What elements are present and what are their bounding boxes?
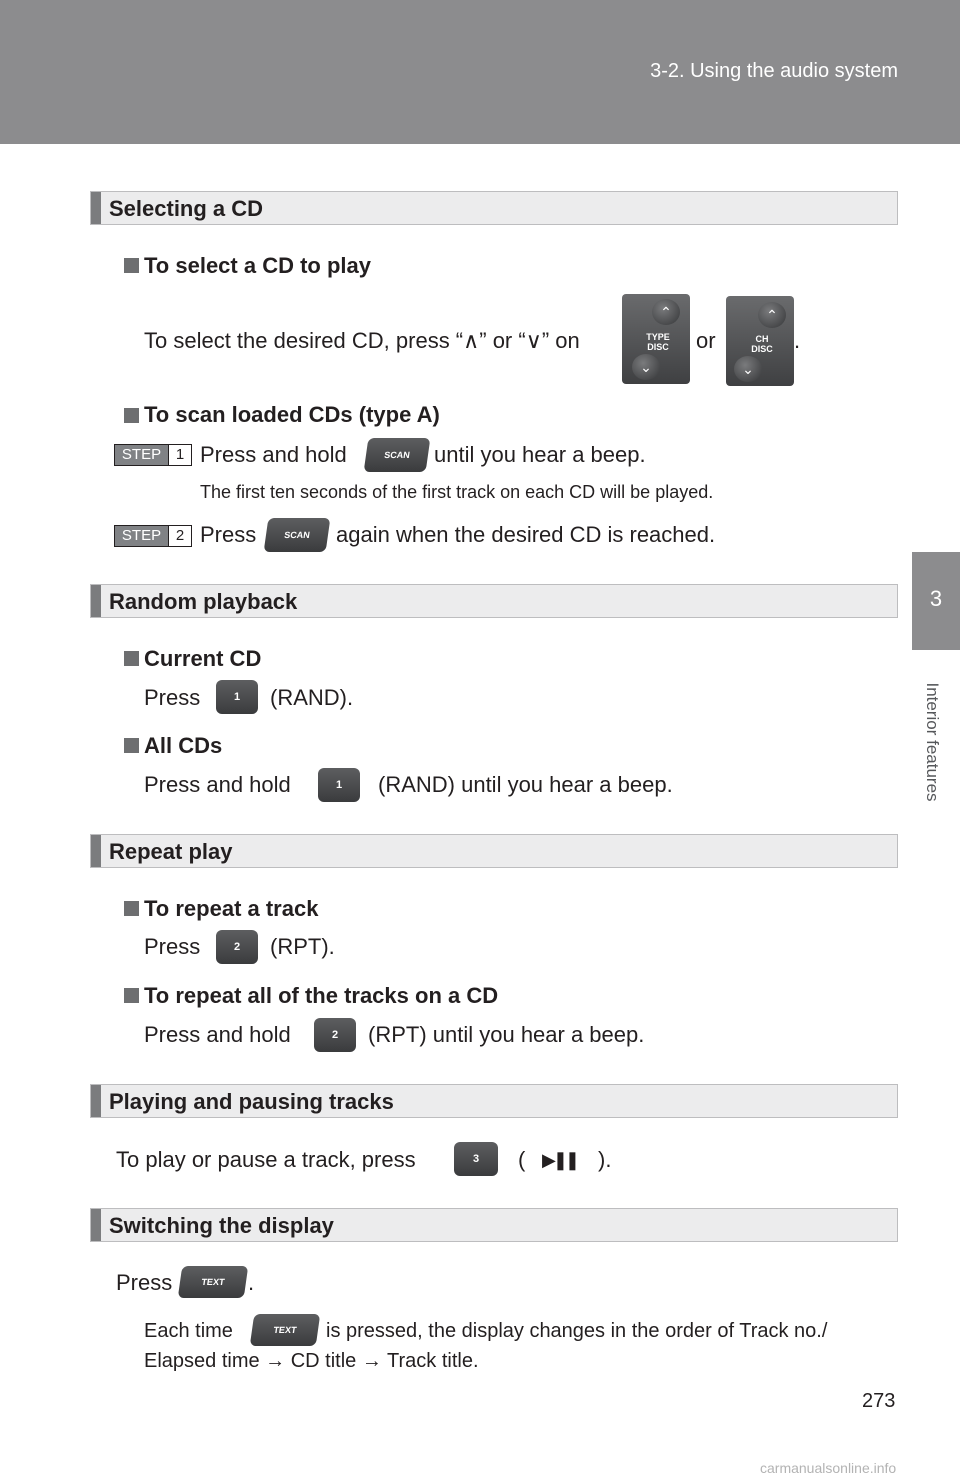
section-heading-repeat xyxy=(90,834,898,868)
text-button-image: TEXT xyxy=(250,1314,320,1346)
subheading-repeat-track: To repeat a track xyxy=(144,896,319,921)
random-text-b: (RAND). xyxy=(270,685,354,710)
display-text-a: Press xyxy=(116,1270,173,1295)
subheading-select-cd: To select a CD to play xyxy=(144,253,371,278)
display-note-a: Each time xyxy=(144,1320,233,1342)
section-title: Random playback xyxy=(109,589,298,614)
display-note-b: is pressed, the display changes in the order of Track no./ xyxy=(326,1320,828,1342)
section-heading-random xyxy=(90,584,898,618)
panel-label: CH DISC xyxy=(751,334,773,354)
play-pause-text: To play or pause a track, press xyxy=(116,1147,416,1172)
button-2-image: 2 xyxy=(216,930,258,964)
square-bullet-icon xyxy=(124,408,139,423)
section-title: Repeat play xyxy=(109,839,233,864)
display-text-b: . xyxy=(248,1270,255,1295)
chapter-label-text: Interior features xyxy=(923,682,942,802)
chevron-up-icon: ⌃ xyxy=(652,299,680,325)
section-title: Playing and pausing tracks xyxy=(109,1089,394,1114)
watermark: carmanualsonline.info xyxy=(760,1460,897,1476)
or-text: or xyxy=(696,328,716,353)
period: . xyxy=(794,328,801,353)
random-all-text-b: (RAND) until you hear a beep. xyxy=(378,772,673,797)
square-bullet-icon xyxy=(124,738,139,753)
chevron-up-icon: ⌃ xyxy=(758,302,786,328)
chevron-down-icon: ⌄ xyxy=(734,356,762,382)
subheading-all-cds: All CDs xyxy=(144,733,223,758)
square-bullet-icon xyxy=(124,651,139,666)
subheading-scan-cds: To scan loaded CDs (type A) xyxy=(144,402,440,427)
ch-disc-switch-image xyxy=(726,296,794,386)
chapter-tab xyxy=(912,552,960,650)
square-bullet-icon xyxy=(124,901,139,916)
square-bullet-icon xyxy=(124,258,139,273)
section-heading-selecting-cd xyxy=(90,191,898,225)
play-pause-icon: ▶❚❚ xyxy=(542,1150,578,1170)
scan-button-image: SCAN xyxy=(364,438,431,472)
page-header xyxy=(0,0,960,144)
step-1-note: The first ten seconds of the first track on each CD will be played. xyxy=(200,482,714,502)
repeat-all-text-b: (RPT) until you hear a beep. xyxy=(368,1022,645,1047)
step-1-text-b: until you hear a beep. xyxy=(434,442,646,467)
square-bullet-icon xyxy=(124,988,139,1003)
button-1-image: 1 xyxy=(216,680,258,714)
paren-open: ( xyxy=(518,1147,526,1172)
type-disc-switch-image xyxy=(622,294,690,384)
text-button-image: TEXT xyxy=(178,1266,248,1298)
section-title: Switching the display xyxy=(109,1213,334,1238)
chapter-label xyxy=(912,662,952,822)
step-2-text-a: Press xyxy=(200,522,257,547)
header-title: 3-2. Using the audio system xyxy=(650,60,898,82)
chevron-down-icon: ⌄ xyxy=(632,354,660,380)
button-2-image: 2 xyxy=(314,1018,356,1052)
step-2-text-b: again when the desired CD is reached. xyxy=(336,522,716,547)
instruction-select-cd: To select the desired CD, press “∧” or “∨” on xyxy=(144,328,580,353)
step-1-text-a: Press and hold xyxy=(200,442,347,467)
subheading-current-cd: Current CD xyxy=(144,646,262,671)
repeat-text-a: Press xyxy=(144,934,201,959)
scan-button-image: SCAN xyxy=(264,518,331,552)
repeat-all-text-a: Press and hold xyxy=(144,1022,291,1047)
button-3-image: 3 xyxy=(454,1142,498,1176)
chapter-number: 3 xyxy=(929,586,943,611)
panel-label: TYPE DISC xyxy=(646,332,670,352)
subheading-repeat-all: To repeat all of the tracks on a CD xyxy=(144,983,499,1008)
display-note-c: Elapsed time → CD title → Track title. xyxy=(144,1350,479,1372)
section-heading-display xyxy=(90,1208,898,1242)
step-1-badge: STEP 1 xyxy=(114,444,192,466)
repeat-text-b: (RPT). xyxy=(270,934,335,959)
button-1-image: 1 xyxy=(318,768,360,802)
section-heading-play-pause xyxy=(90,1084,898,1118)
random-all-text-a: Press and hold xyxy=(144,772,291,797)
random-text-a: Press xyxy=(144,685,201,710)
paren-close: ). xyxy=(598,1147,612,1172)
page-number: 273 xyxy=(862,1390,896,1412)
step-2-badge: STEP 2 xyxy=(114,525,192,547)
section-title: Selecting a CD xyxy=(109,196,264,221)
